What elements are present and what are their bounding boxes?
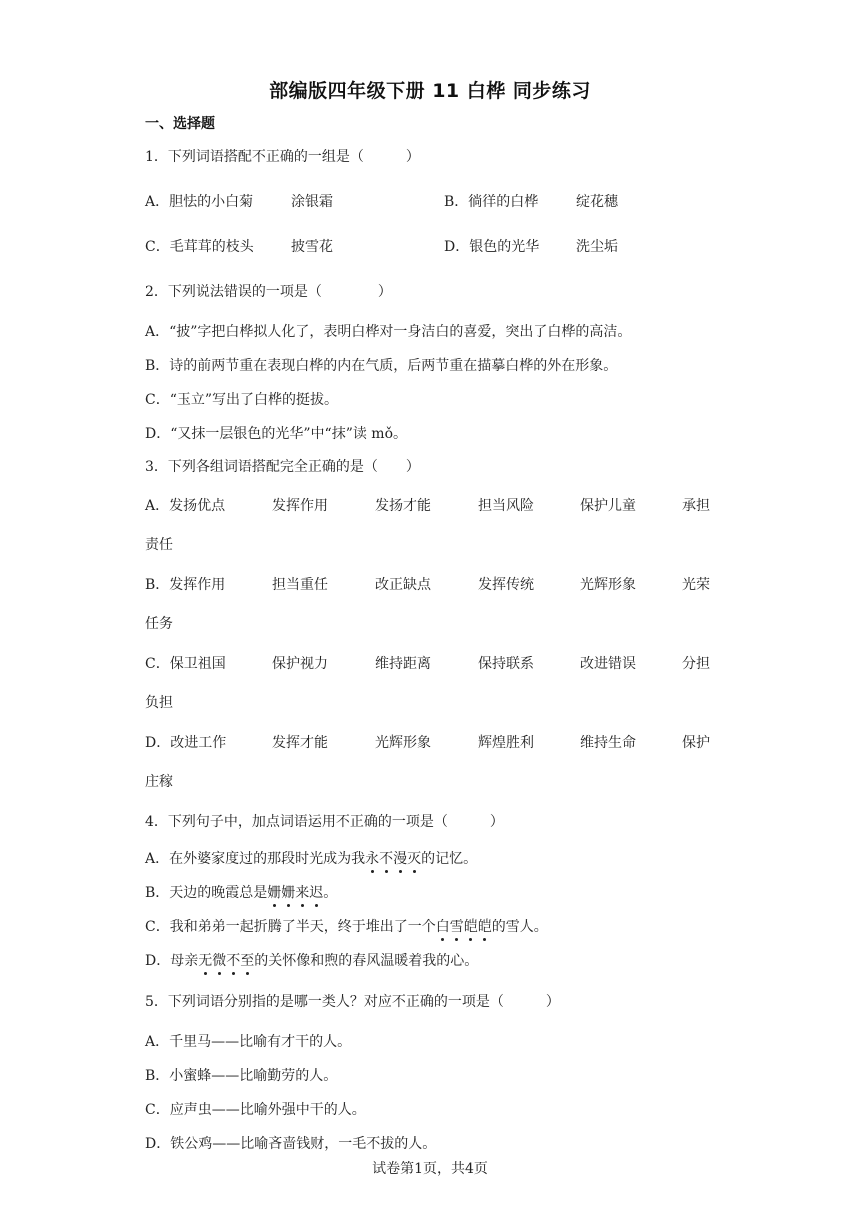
q3-row-2-item-2: 维持距离 [375,656,431,672]
q1-option-d-word: 洗尘垢 [576,239,618,255]
q3-row-3-item-4: 维持生命 [580,735,636,751]
q3-row-3-item-3: 辉煌胜利 [478,735,534,751]
q3-row-1-item-0: B．发挥作用 [145,577,226,593]
q1-stem: 1．下列词语搭配不正确的一组是（ ） [145,149,420,165]
section-heading: 一、选择题 [145,116,215,132]
q3-row-2-item-4: 改进错误 [580,656,636,672]
q4-option-a-text: A．在外婆家度过的那段时光成为我 [145,851,366,867]
q3-row-0-item-2: 发扬才能 [375,498,431,514]
q2-option-d: D．“又抹一层银色的光华”中“抹”读 mǒ。 [145,426,408,442]
q4-option-a [145,848,477,868]
q5-option-d: D．铁公鸡——比喻吝啬钱财，一毛不拔的人。 [145,1136,437,1152]
q4-option-c [145,916,548,936]
q3-row-2-item-1: 保护视力 [272,656,328,672]
q2-option-c: C．“玉立”写出了白桦的挺拔。 [145,392,339,408]
q4-option-b-text: B．天边的晚霞总是 [145,885,268,901]
q1-option-c-word: 披雪花 [291,239,333,255]
q4-option-d-text-end: 的关怀像和煦的春风温暖着我的心。 [254,953,479,969]
q3-row-1-item-2: 改正缺点 [375,577,431,593]
q3-row-0-item-5: 承担 [682,498,710,514]
q3-row-3-item-5: 保护 [682,735,710,751]
q4-option-c-text-end: 的雪人。 [491,919,548,935]
q3-row-0-item-3: 担当风险 [478,498,534,514]
q3-row-2-item-3: 保持联系 [478,656,534,672]
q1-option-b-word: 绽花穗 [576,194,618,210]
q1-option-b: B．徜徉的白桦 [444,194,539,210]
q2-option-a: A．“披”字把白桦拟人化了，表明白桦对一身洁白的喜爱，突出了白桦的高洁。 [145,324,632,340]
q3-row-0-item-1: 发挥作用 [272,498,328,514]
q4-option-b-dotted-word: 姗姗来迟 [267,885,323,901]
q4-option-d [145,950,478,970]
q3-row-2-item-0: C．保卫祖国 [145,656,226,672]
q4-stem: 4．下列句子中，加点词语运用不正确的一项是（ ） [145,814,504,830]
q3-row-1-wrap: 任务 [145,616,173,632]
q5-option-c: C．应声虫——比喻外强中干的人。 [145,1102,366,1118]
q3-row-0-wrap: 责任 [145,537,173,553]
q2-stem: 2．下列说法错误的一项是（ ） [145,284,392,300]
q1-option-a: A．胆怯的小白菊 [145,194,254,210]
q4-option-d-dotted-word: 无微不至 [198,953,254,969]
q1-option-c: C．毛茸茸的枝头 [145,239,254,255]
q5-option-b: B．小蜜蜂——比喻勤劳的人。 [145,1068,338,1084]
q4-option-a-text-end: 的记忆。 [421,851,478,867]
q4-option-b [145,882,337,902]
q3-row-1-item-1: 担当重任 [272,577,328,593]
q3-row-0-item-4: 保护儿童 [580,498,636,514]
q3-row-3-item-2: 光辉形象 [375,735,431,751]
q3-stem: 3．下列各组词语搭配完全正确的是（ ） [145,459,420,475]
q3-row-3-item-1: 发挥才能 [272,735,328,751]
q4-option-c-dotted-word: 白雪皑皑 [436,919,492,935]
q2-option-b: B．诗的前两节重在表现白桦的内在气质，后两节重在描摹白桦的外在形象。 [145,358,618,374]
q3-row-1-item-5: 光荣 [682,577,710,593]
q1-option-a-word: 涂银霜 [291,194,333,210]
q3-row-2-wrap: 负担 [145,695,173,711]
page-title: 部编版四年级下册 11 白桦 同步练习 [269,80,591,102]
q4-option-a-dotted-word: 永不漫灭 [365,851,421,867]
q3-row-1-item-4: 光辉形象 [580,577,636,593]
q3-row-2-item-5: 分担 [682,656,710,672]
q3-row-0-item-0: A．发扬优点 [145,498,226,514]
q3-row-1-item-3: 发挥传统 [478,577,534,593]
q4-option-c-text: C．我和弟弟一起折腾了半天，终于堆出了一个 [145,919,436,935]
q3-row-3-wrap: 庄稼 [145,774,173,790]
q4-option-d-text: D．母亲 [145,953,199,969]
q1-option-d: D．银色的光华 [444,239,540,255]
q5-option-a: A．千里马——比喻有才干的人。 [145,1034,352,1050]
q5-stem: 5．下列词语分别指的是哪一类人？对应不正确的一项是（ ） [145,994,560,1010]
q4-option-b-text-end: 。 [323,885,338,901]
q3-row-3-item-0: D．改进工作 [145,735,227,751]
page-footer: 试卷第1页，共4页 [372,1161,488,1177]
